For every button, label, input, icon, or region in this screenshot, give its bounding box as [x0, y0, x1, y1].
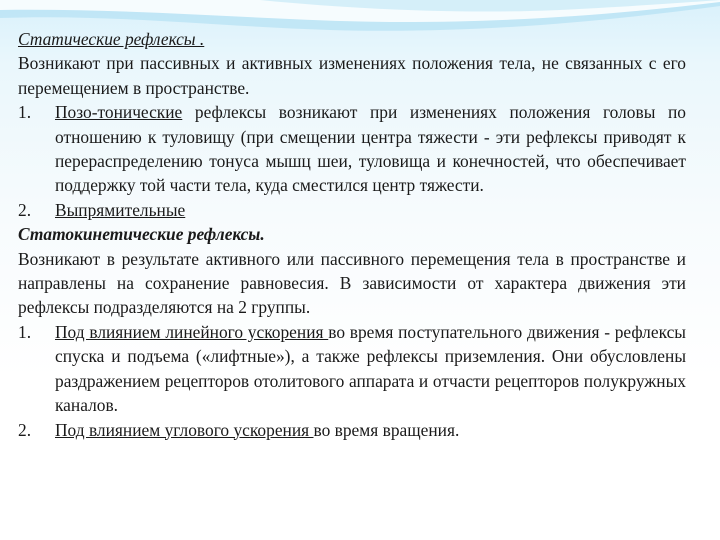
list-number: 1.: [18, 102, 32, 123]
list-number: 2.: [18, 199, 32, 220]
heading-static-reflexes: Статические рефлексы .: [18, 29, 205, 49]
list-item: [18, 320, 686, 418]
list-term: Под влиянием линейного ускорения: [55, 321, 329, 342]
paragraph-static-intro: Возникают при пассивных и активных изменениях положения тела, не связанных с его перемещением в пространстве.: [18, 53, 686, 98]
list-term: Позо-тонические: [55, 102, 183, 123]
list-term: Под влиянием углового ускорения: [55, 419, 314, 440]
list-term: Выпрямительные: [55, 199, 186, 220]
list-text: во время поступательного движения - рефлексы спуска и подъема («лифтные»), а также рефлексы приземления. Они обусловлены раздражением рецепторов отолитового аппарата и отчасти рецепторов полукружных каналов.: [55, 321, 686, 416]
list-item: [18, 100, 686, 198]
slide-body: [18, 27, 686, 442]
list-number: 2.: [18, 419, 32, 440]
list-text: рефлексы возникают при изменениях положения головы по отношению к туловищу (при смещении центра тяжести - эти рефлексы приводят к перераспределению тонуса мышц шеи, туловища и конечностей, что обеспечивает поддержку той части тела, куда сместился центр тяжести.: [55, 102, 686, 196]
list-text: во время вращения.: [313, 419, 460, 440]
list-item: [18, 198, 686, 222]
heading-statokinetic-reflexes: Статокинетические рефлексы.: [18, 224, 265, 245]
list-item: [18, 418, 686, 442]
list-number: 1.: [18, 321, 32, 342]
paragraph-statokinetic-intro: Возникают в результате активного или пассивного перемещения тела в пространстве и направлены на сохранение равновесия. В зависимости от характера движения эти рефлексы подразделяются на 2 группы.: [18, 248, 686, 318]
